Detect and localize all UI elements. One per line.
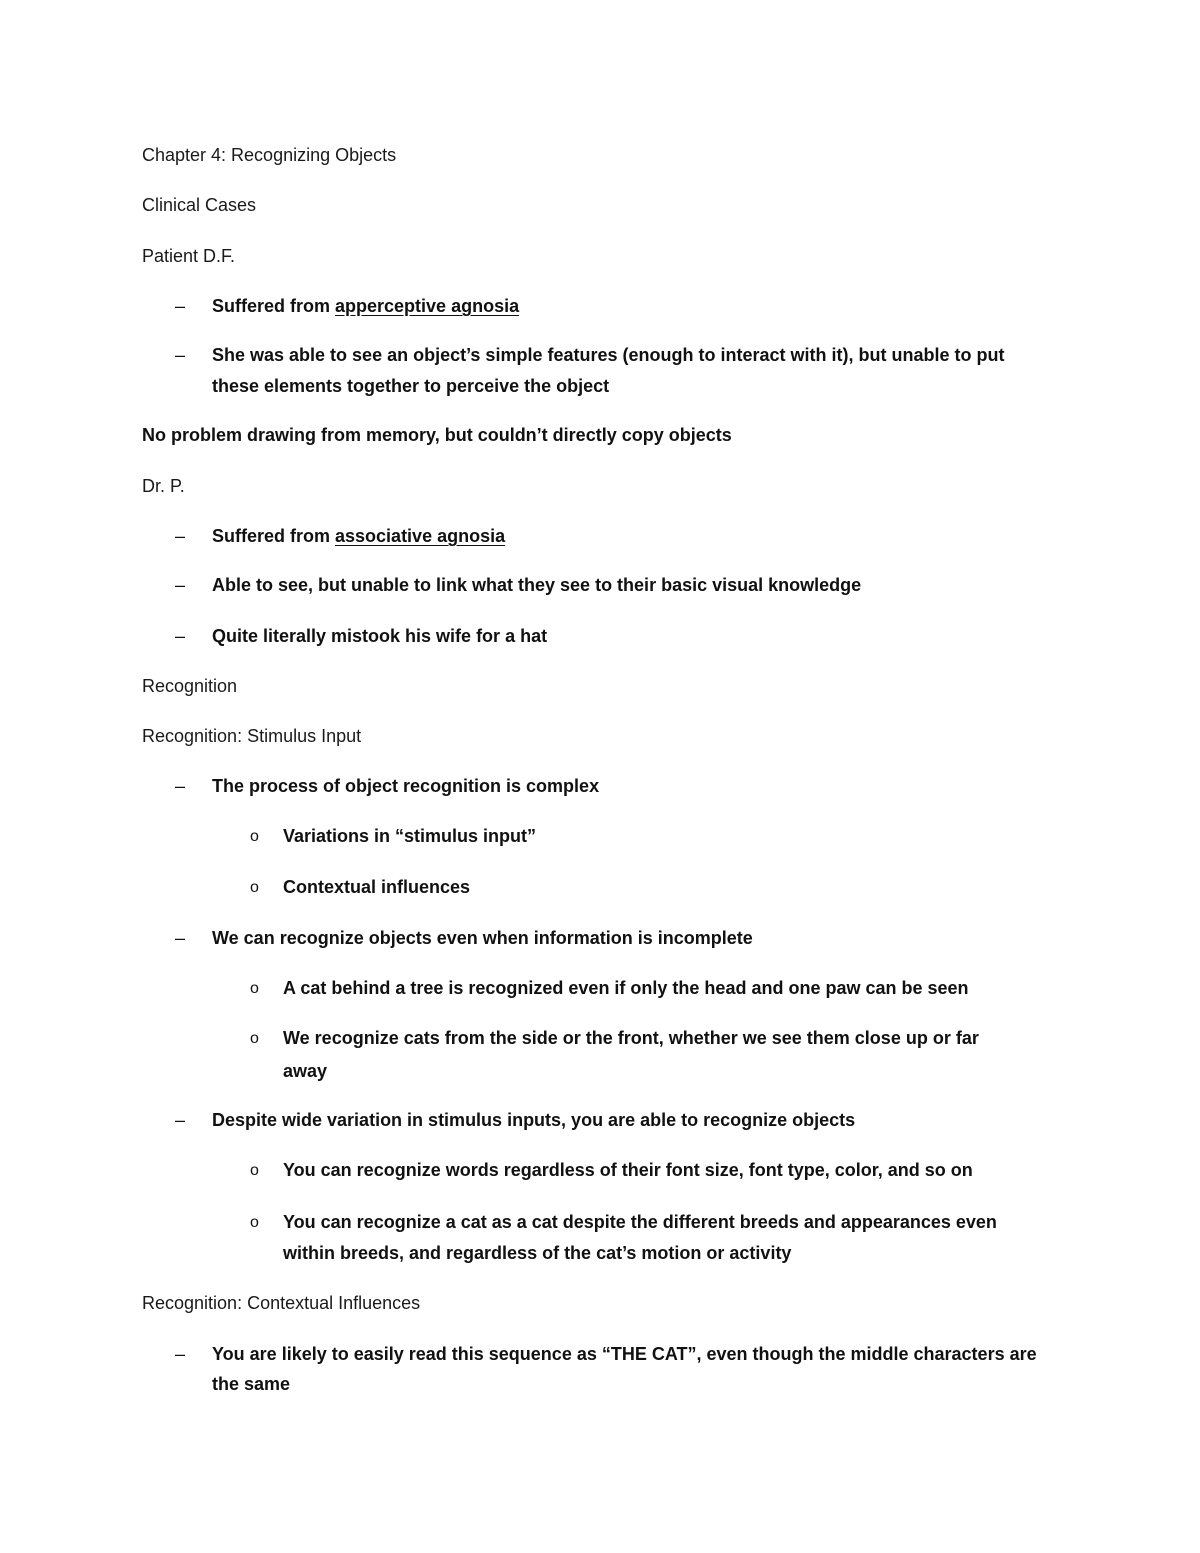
sub-bullet-cat-breeds-line2: within breeds, and regardless of the cat’s motion or activity [283,1243,792,1263]
bullet-dash: – [174,296,185,316]
sub-bullet-marker: o [250,1162,259,1179]
bullet-dash: – [174,626,185,646]
sub-bullet-cat-angles-line2: away [283,1061,328,1081]
bullet-dash: – [174,526,185,546]
sub-bullet-cat-breeds-line1: You can recognize a cat as a cat despite the different breeds and appearances even [283,1212,997,1232]
sub-bullet-marker: o [250,1030,259,1047]
term-apperceptive-agnosia: apperceptive agnosia [335,296,520,316]
bullet-df-features-line2: these elements together to perceive the object [212,376,610,396]
bullet-drp-hat: Quite literally mistook his wife for a hat [212,626,548,646]
sub-bullet-marker: o [250,828,259,845]
bullet-drp-link: Able to see, but unable to link what they see to their basic visual knowledge [212,575,862,595]
bullet-dash: – [174,928,185,948]
bullet-wide-variation: Despite wide variation in stimulus inputs, you are able to recognize objects [212,1110,856,1130]
heading-stimulus-input: Recognition: Stimulus Input [142,726,362,746]
bullet-df-features-line1: She was able to see an object’s simple features (enough to interact with it), but unable to put [212,345,1005,365]
bullet-dash: – [174,776,185,796]
bullet-incomplete-info: We can recognize objects even when information is incomplete [212,928,753,948]
bullet-the-cat-line2: the same [212,1374,291,1394]
sub-bullet-marker: o [250,1214,259,1231]
term-associative-agnosia: associative agnosia [335,526,506,546]
sub-bullet-marker: o [250,980,259,997]
bullet-drp-associative [212,524,505,548]
sub-bullet-marker: o [250,879,259,896]
heading-patient-df: Patient D.F. [142,246,236,266]
heading-dr-p: Dr. P. [142,476,185,496]
bullet-recognition-complex: The process of object recognition is complex [212,776,600,796]
bullet-df-apperceptive [212,294,519,318]
sub-bullet-cat-angles-line1: We recognize cats from the side or the front, whether we see them close up or far [283,1028,979,1048]
sub-bullet-contextual: Contextual influences [283,877,471,897]
bullet-the-cat-line1: You are likely to easily read this sequence as “THE CAT”, even though the middle characters are [212,1344,1037,1364]
bullet-dash: – [174,345,185,365]
section-heading-clinical-cases: Clinical Cases [142,195,257,215]
bullet-text: Suffered from [212,526,336,546]
note-drawing-memory: No problem drawing from memory, but couldn’t directly copy objects [142,425,732,445]
document-title: Chapter 4: Recognizing Objects [142,145,397,165]
bullet-dash: – [174,575,185,595]
bullet-dash: – [174,1344,185,1364]
heading-contextual-influences: Recognition: Contextual Influences [142,1293,421,1313]
bullet-dash: – [174,1110,185,1130]
sub-bullet-words-font: You can recognize words regardless of their font size, font type, color, and so on [283,1160,973,1180]
heading-recognition: Recognition [142,676,238,696]
sub-bullet-cat-tree: A cat behind a tree is recognized even if only the head and one paw can be seen [283,978,969,998]
bullet-text: Suffered from [212,296,336,316]
sub-bullet-stimulus-variations: Variations in “stimulus input” [283,826,537,846]
